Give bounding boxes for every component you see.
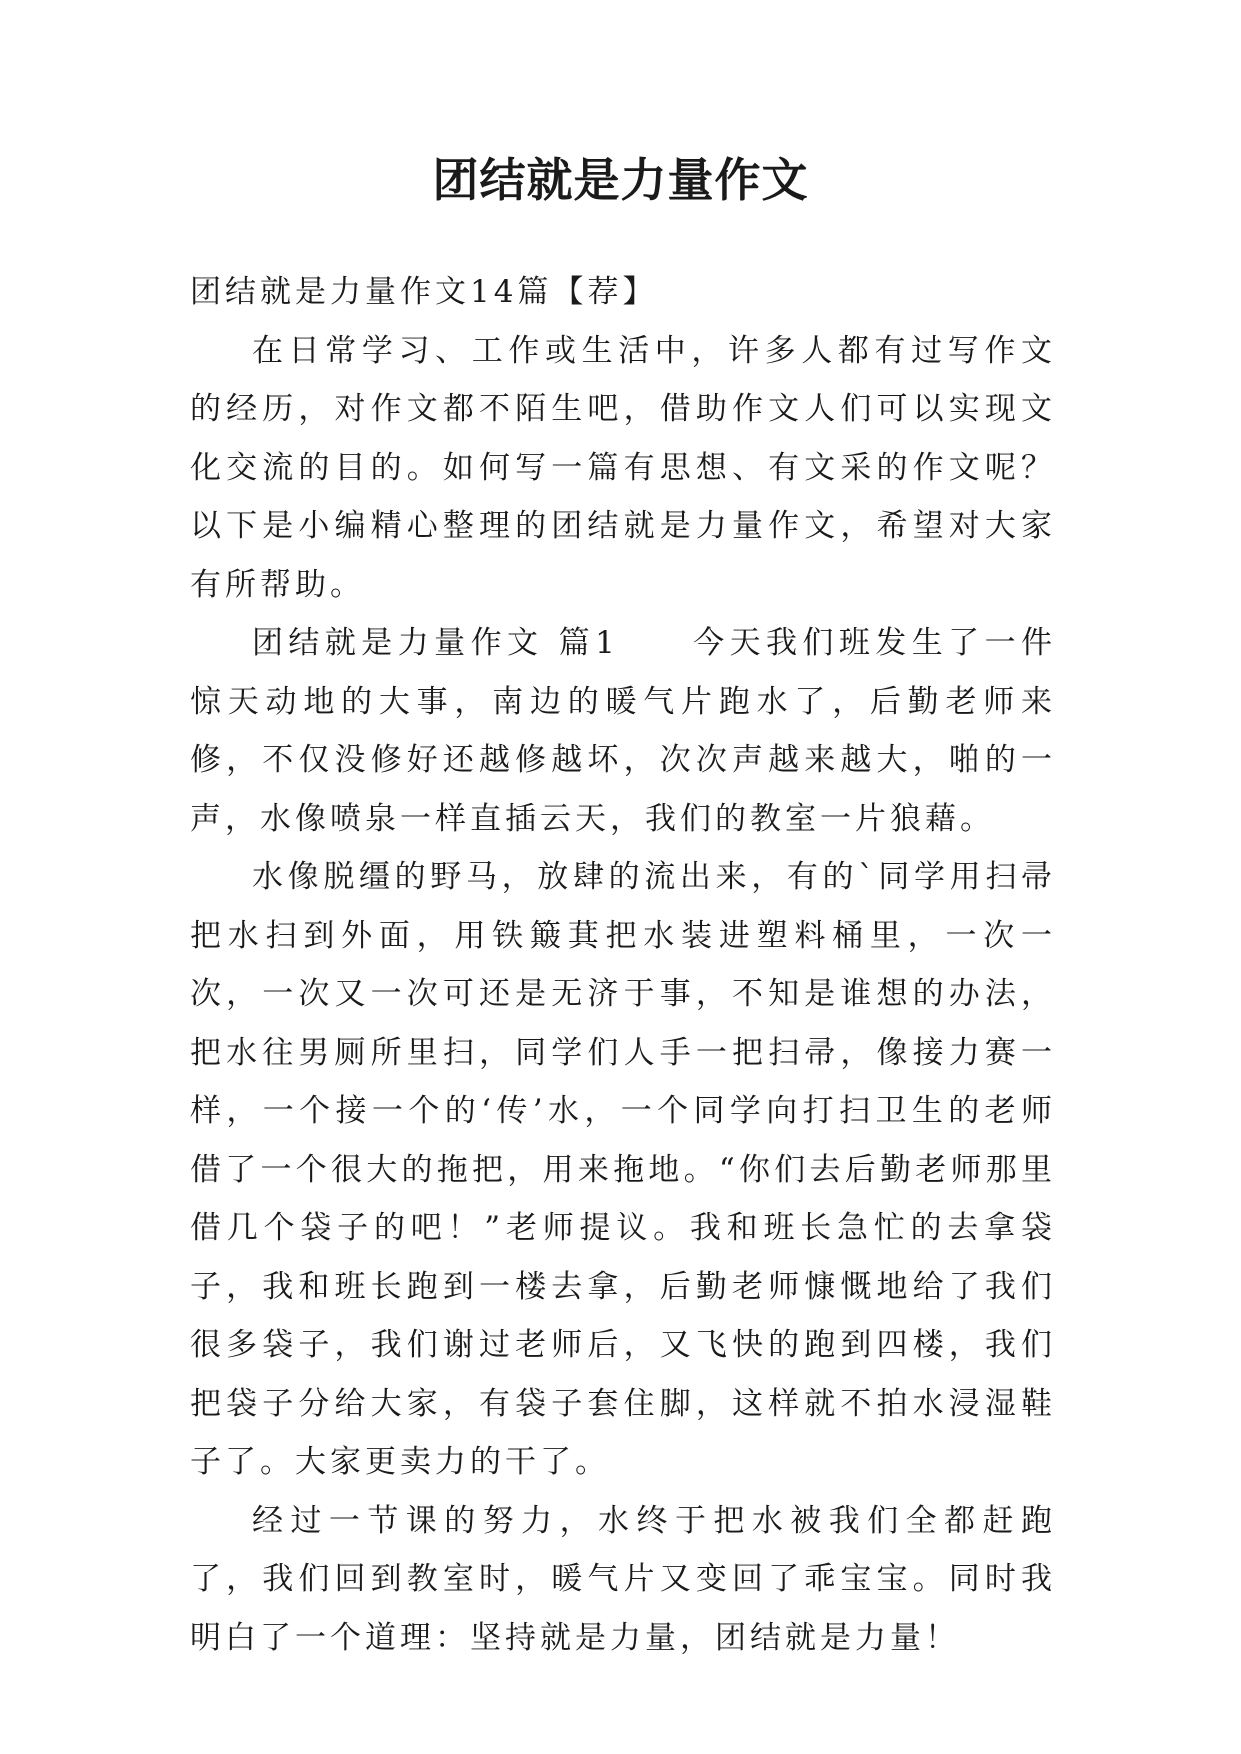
document-subtitle: 团结就是力量作文14篇【荐】 bbox=[190, 274, 658, 310]
document-body bbox=[190, 263, 1056, 1667]
paragraph-essay-1-opening: 团结就是力量作文 篇1 今天我们班发生了一件惊天动地的大事，南边的暖气片跑水了，后勤老师来修，不仅没修好还越修越坏，次次声越来越大，啪的一声，水像喷泉一样直插云天，我们的教室一片狼藉。 bbox=[190, 625, 1056, 837]
paragraph-essay-1-conclusion: 经过一节课的努力，水终于把水被我们全都赶跑了，我们回到教室时，暖气片又变回了乖宝宝。同时我明白了一个道理：坚持就是力量，团结就是力量！ bbox=[190, 1502, 1056, 1656]
paragraph-intro: 在日常学习、工作或生活中，许多人都有过写作文的经历，对作文都不陌生吧，借助作文人们可以实现文化交流的目的。如何写一篇有思想、有文采的作文呢？以下是小编精心整理的团结就是力量作文，希望对大家有所帮助。 bbox=[190, 332, 1056, 603]
paragraph-essay-1-body: 水像脱缰的野马，放肆的流出来，有的`同学用扫帚把水扫到外面，用铁簸萁把水装进塑料桶里，一次一次，一次又一次可还是无济于事，不知是谁想的办法，把水往男厕所里扫，同学们人手一把扫帚，像接力赛一样，一个接一个的‘传’水，一个同学向打扫卫生的老师借了一个很大的拖把，用来拖地。“你们去后勤老师那里借几个袋子的吧！”老师提议。我和班长急忙的去拿袋子，我和班长跑到一楼去拿，后勤老师慷慨地给了我们很多袋子，我们谢过老师后，又飞快的跑到四楼，我们把袋子分给大家，有袋子套住脚，这样就不拍水浸湿鞋子了。大家更卖力的干了。 bbox=[190, 859, 1056, 1480]
document-title: 团结就是力量作文 bbox=[432, 153, 809, 207]
